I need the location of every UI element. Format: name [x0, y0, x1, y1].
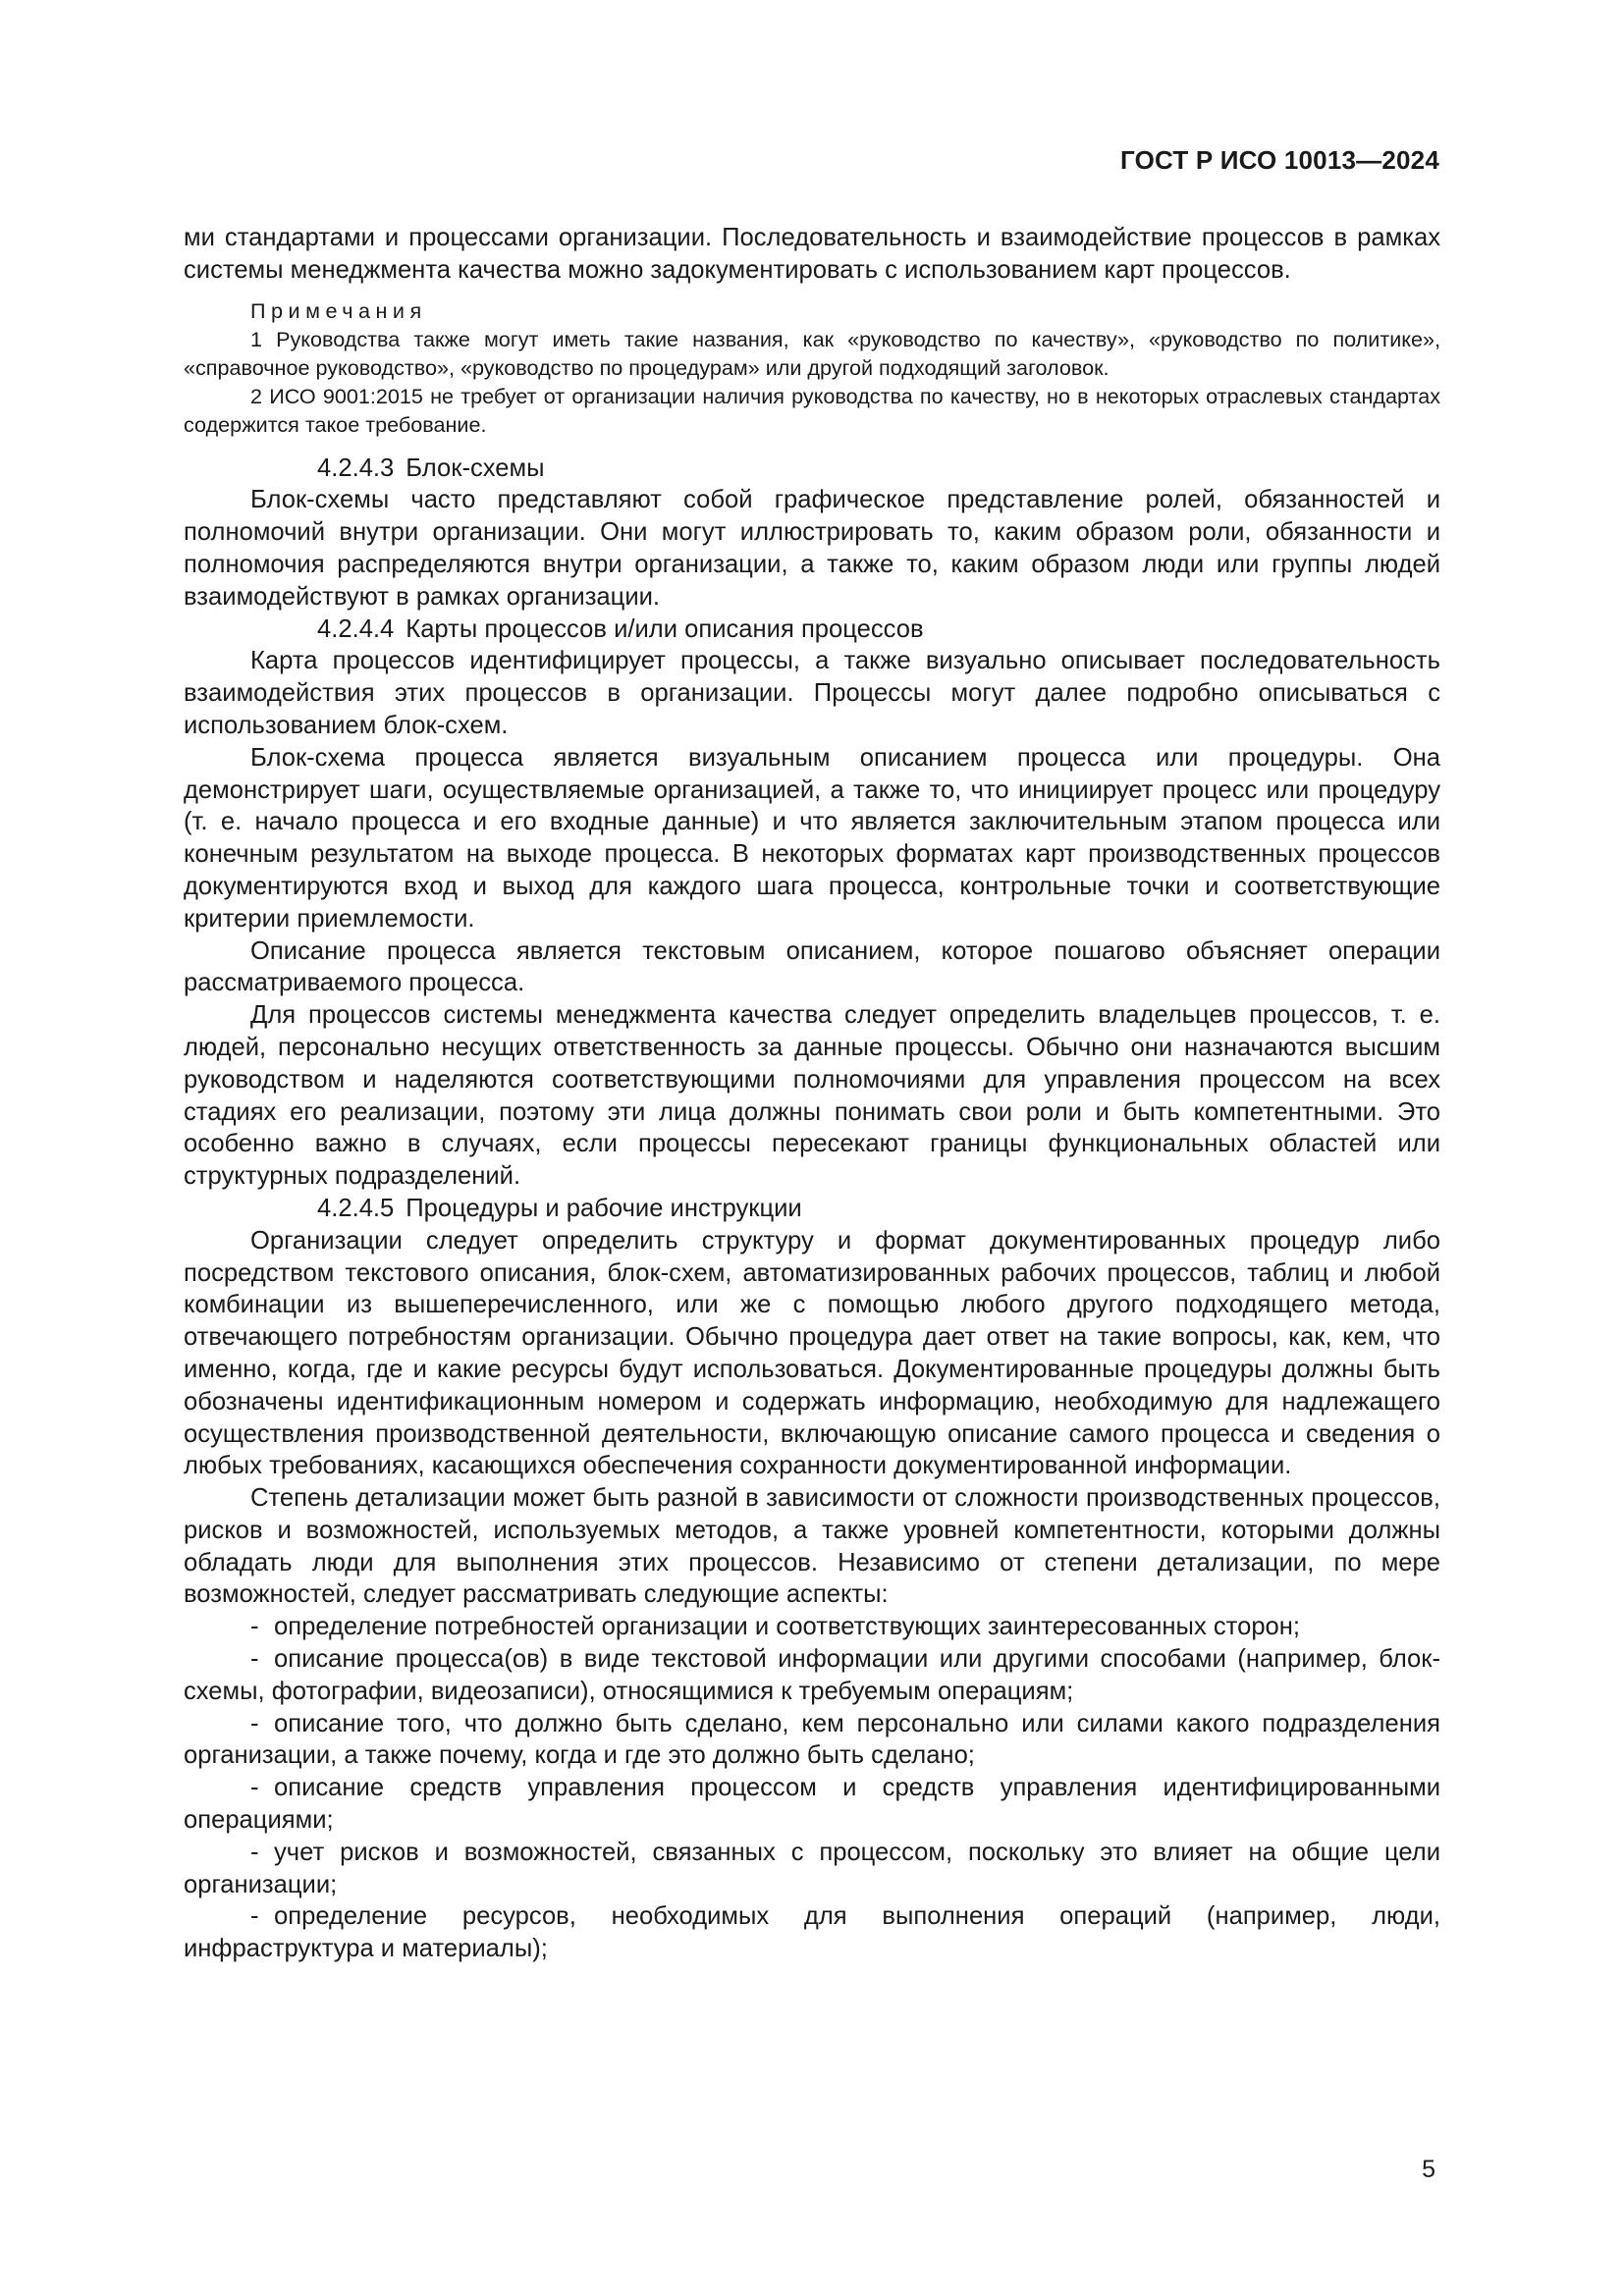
list-item: [184, 1900, 1440, 1965]
list-dash: -: [250, 1709, 259, 1737]
section-number: 4.2.4.4: [317, 614, 395, 643]
section-title: Карты процессов и/или описания процессов: [406, 614, 924, 643]
section-title: Процедуры и рабочие инструкции: [406, 1194, 802, 1222]
list-item-text: определение потребностей организации и соответствующих заинтересованных сторон;: [274, 1613, 1301, 1641]
section-number: 4.2.4.5: [317, 1194, 395, 1222]
list-dash: -: [250, 1902, 259, 1931]
list-item-text: определение ресурсов, необходимых для выполнения операций (например, люди, инфраструктура и материалы);: [184, 1902, 1440, 1963]
section-heading: [184, 1193, 1440, 1225]
note-item: 2 ИСО 9001:2015 не требует от организации наличия руководства по качеству, но в некоторых отраслевых стандартах содержится такое требование.: [184, 383, 1440, 437]
section-number: 4.2.4.3: [317, 454, 395, 482]
notes-block: [184, 296, 1440, 439]
section-heading: [184, 453, 1440, 485]
list-item-text: описание того, что должно быть сделано, кем персонально или силами какого подразделения организации, а также почему, когда и где это должно быть сделано;: [184, 1709, 1440, 1770]
list-dash: -: [250, 1613, 259, 1641]
paragraph: Для процессов системы менеджмента качества следует определить владельцев процессов, т. е. людей, персонально несущих ответственность за данные процессы. Обычно они назначаются высшим руководством и наделяются соответствующими полномочиями для управления процессом на всех стадиях его реализации, поэтому эти лица должны понимать свои роли и быть компетентными. Это особенно важно в случаях, если процессы пересекают границы функциональных областей или структурных подразделений.: [184, 1001, 1440, 1191]
section-title: Блок-схемы: [406, 454, 545, 482]
intro-paragraph: ми стандартами и процессами организации. Последовательность и взаимодействие процессов в рамках системы менеджмента качества можно задокументировать с использованием карт процессов.: [184, 224, 1440, 284]
list-item: [184, 1837, 1440, 1901]
paragraph: Организации следует определить структуру и формат документированных процедур либо посредством текстового описания, блок-схем, автоматизированных рабочих процессов, таблиц и любой комбинации из вышеперечисленного, или же с помощью любого другого подходящего метода, отвечающего потребностям организации. Обычно процедура дает ответ на такие вопросы, как, кем, что именно, когда, где и какие ресурсы будут использоваться. Документированные процедуры должны быть обозначены идентификационным номером и содержать информацию, необходимую для надлежащего осуществления производственной деятельности, включающую описание самого процесса и сведения о любых требованиях, касающихся обеспечения сохранности документированной информации.: [184, 1226, 1440, 1480]
list-item: [184, 1643, 1440, 1708]
paragraph: Степень детализации может быть разной в зависимости от сложности производственных процессов, рисков и возможностей, используемых методов, а также уровней компетентности, которыми должны обладать люди для выполнения этих процессов. Независимо от степени детализации, по мере возможностей, следует рассматривать следующие аспекты:: [184, 1484, 1440, 1609]
paragraph: Блок-схемы часто представляют собой графическое представление ролей, обязанностей и полномочий внутри организации. Они могут иллюстрировать то, каким образом роли, обязанности и полномочия распределяются внутри организации, а также то, каким образом люди или группы людей взаимодействуют в рамках организации.: [184, 486, 1440, 611]
list-item: [184, 1772, 1440, 1837]
list-dash: -: [250, 1645, 259, 1674]
notes-title: Примечания: [250, 297, 427, 323]
list-item-text: описание процесса(ов) в виде текстовой информации или другими способами (например, блок-схемы, фотографии, видеозаписи), относящимися к требуемым операциям;: [184, 1645, 1440, 1705]
document-body: [184, 222, 1440, 1965]
document-header: ГОСТ Р ИСО 10013—2024: [1119, 145, 1439, 175]
list-item: [184, 1611, 1440, 1643]
section-heading: [184, 614, 1440, 646]
list-item: [184, 1708, 1440, 1773]
list-dash: -: [250, 1838, 259, 1866]
paragraph: Блок-схема процесса является визуальным описанием процесса или процедуры. Она демонстрирует шаги, осуществляемые организацией, а также то, что инициирует процесс или процедуру (т. е. начало процесса и его входные данные) и что является заключительным этапом процесса или конечным результатом на выходе процесса. В некоторых форматах карт производственных процессов документируются вход и выход для каждого шага процесса, контрольные точки и соответствующие критерии приемлемости.: [184, 743, 1440, 933]
paragraph: Карта процессов идентифицирует процессы, а также визуально описывает последовательность взаимодействия этих процессов в организации. Процессы могут далее подробно описываться с использованием блок-схем.: [184, 647, 1440, 739]
list-dash: -: [250, 1774, 259, 1802]
aspects-list: [184, 1611, 1440, 1965]
page-number: 5: [1422, 2156, 1435, 2183]
list-item-text: учет рисков и возможностей, связанных с процессом, поскольку это влияет на общие цели организации;: [184, 1838, 1440, 1898]
note-item: 1 Руководства также могут иметь такие названия, как «руководство по качеству», «руководство по политике», «справочное руководство», «руководство по процедурам» или другой подходящий заголовок.: [184, 326, 1440, 380]
list-item-text: описание средств управления процессом и средств управления идентифицированными операциями;: [184, 1774, 1440, 1835]
paragraph: Описание процесса является текстовым описанием, которое пошагово объясняет операции рассматриваемого процесса.: [184, 936, 1440, 997]
